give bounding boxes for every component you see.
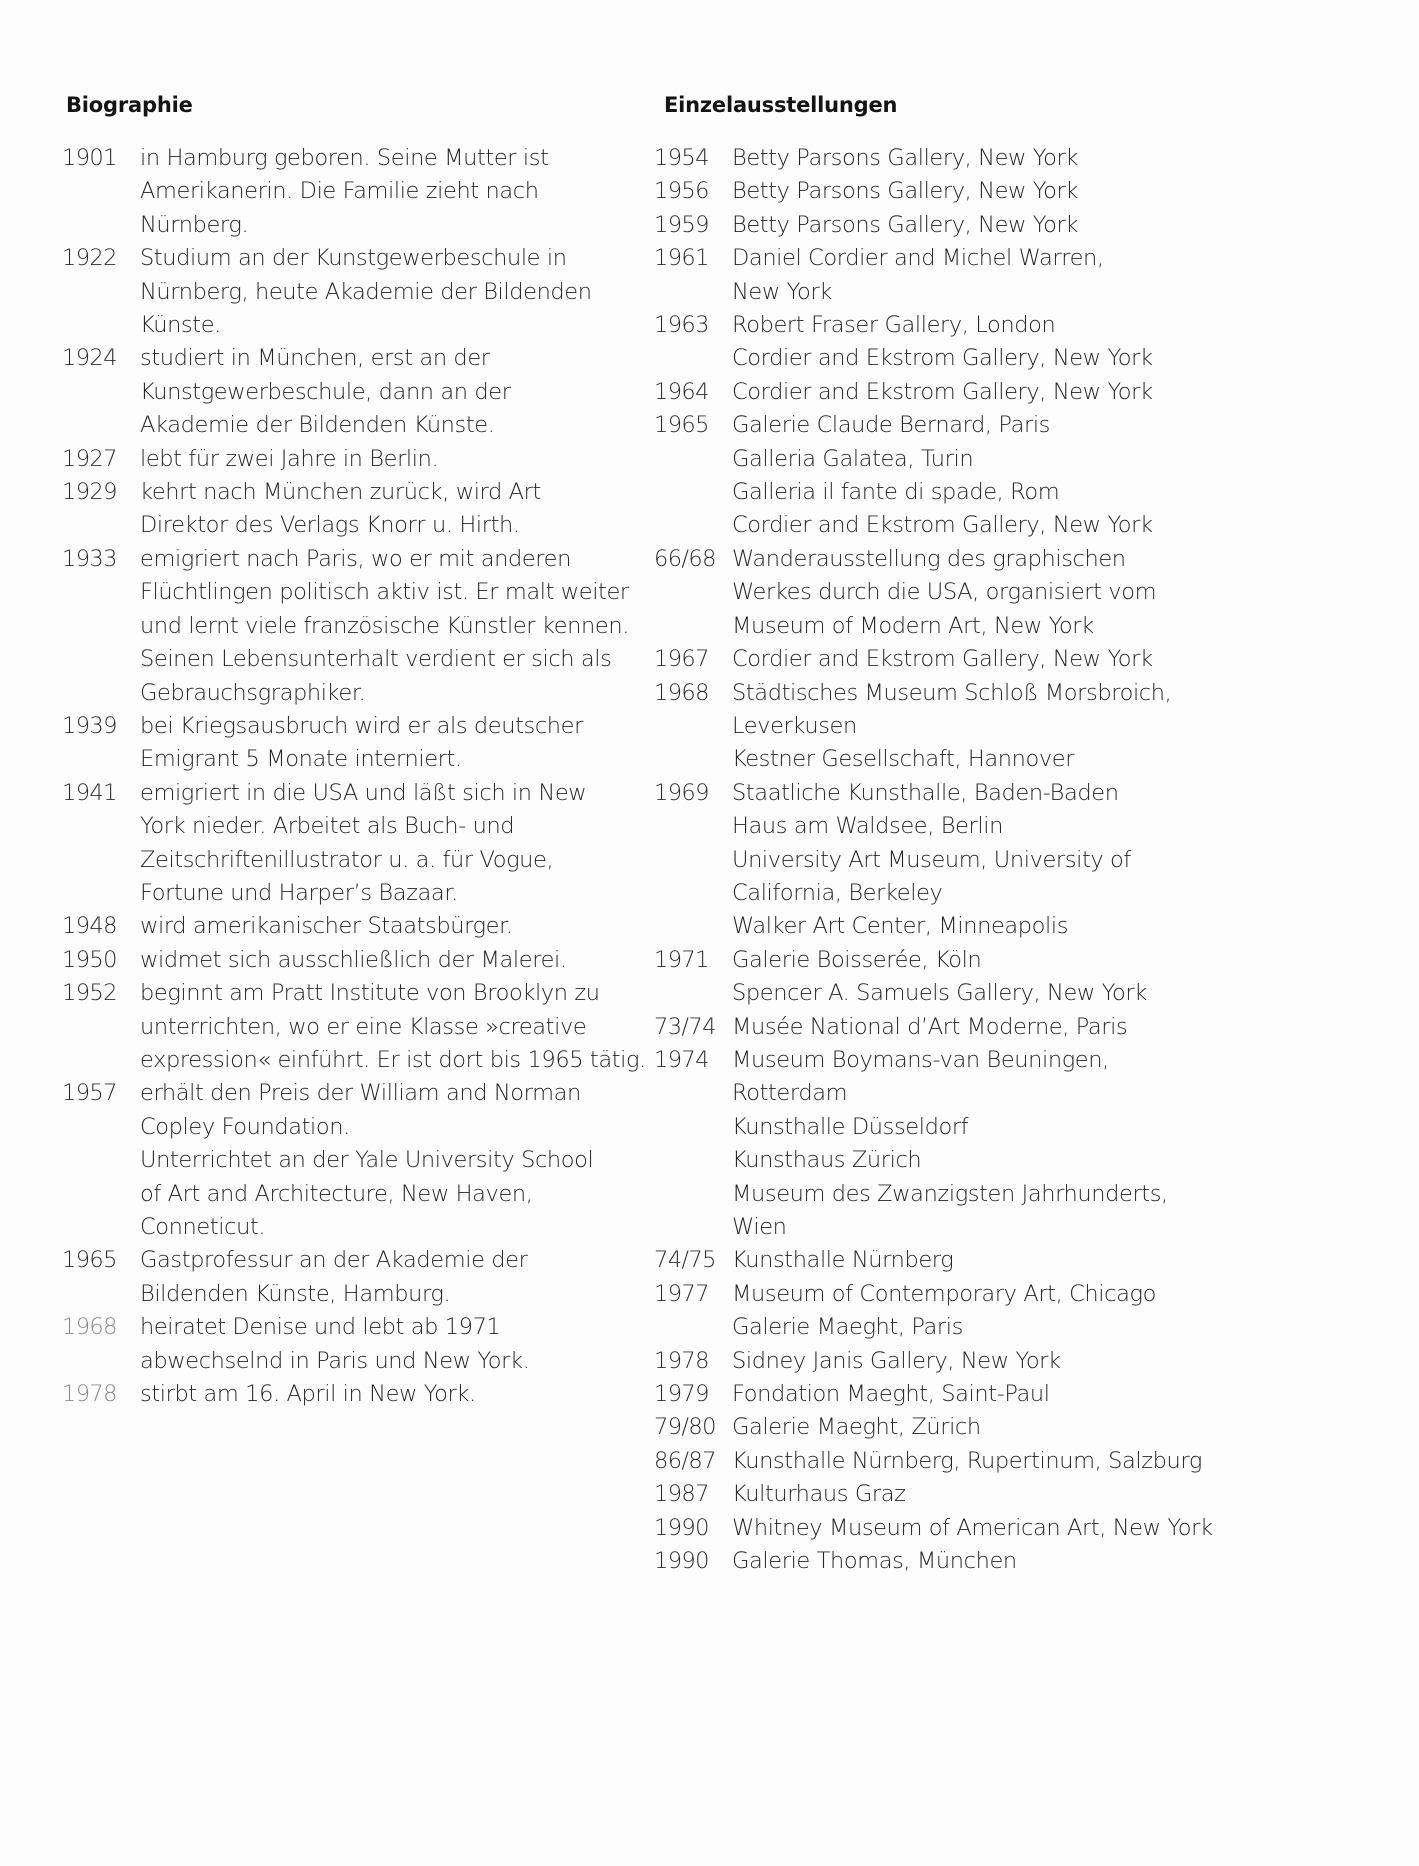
entry-text	[732, 376, 1153, 409]
entry-year: 1933	[62, 545, 117, 572]
entry-year: 1990	[654, 1548, 709, 1575]
entry-text	[140, 777, 586, 911]
entry-line: Galerie Maeght, Zürich	[732, 1414, 981, 1441]
entry-year: 1971	[654, 946, 709, 973]
entry-text	[140, 142, 549, 242]
entry-line: lebt für zwei Jahre in Berlin.	[140, 445, 439, 472]
entry-text	[732, 209, 1078, 242]
entry-line: emigriert in die USA und läßt sich in New	[140, 779, 587, 806]
timeline-entry	[654, 1411, 1213, 1444]
exhibitions-list	[654, 142, 1213, 1578]
entry-line: Fortune und Harper’s Bazaar.	[140, 879, 458, 906]
entry-line: Museum of Modern Art, New York	[732, 612, 1094, 639]
entry-text	[140, 476, 541, 543]
entry-line: Cordier and Ekstrom Gallery, New York	[732, 345, 1153, 372]
entry-line: Betty Parsons Gallery, New York	[732, 178, 1078, 205]
entry-text	[732, 643, 1153, 676]
entry-line: heiratet Denise und lebt ab 1971	[140, 1314, 501, 1341]
entry-year: 1978	[654, 1347, 709, 1374]
entry-line: Walker Art Center, Minneapolis	[732, 913, 1069, 940]
timeline-entry	[654, 1512, 1213, 1545]
entry-line: widmet sich ausschließlich der Malerei.	[140, 946, 567, 973]
entry-line: Staatliche Kunsthalle, Baden-Baden	[732, 779, 1119, 806]
entry-line: Haus am Waldsee, Berlin	[732, 813, 1003, 840]
timeline-entry	[654, 944, 1213, 1011]
entry-year: 1957	[62, 1080, 117, 1107]
entry-line: Nürnberg, heute Akademie der Bildenden	[140, 278, 592, 305]
timeline-entry	[62, 242, 646, 342]
entry-year: 1969	[654, 779, 709, 806]
entry-year: 86/87	[654, 1447, 716, 1474]
entry-text	[140, 1311, 529, 1378]
entry-text	[732, 1411, 981, 1444]
timeline-entry	[62, 476, 646, 543]
entry-line: Kunsthalle Nürnberg	[732, 1247, 954, 1274]
entry-line: Wanderausstellung des graphischen	[732, 545, 1126, 572]
entry-line: erhält den Preis der William and Norman	[140, 1080, 581, 1107]
timeline-entry	[654, 1445, 1213, 1478]
entry-line: Kestner Gesellschaft, Hannover	[732, 746, 1075, 773]
entry-text	[140, 1244, 527, 1311]
entry-text	[732, 1512, 1213, 1545]
entry-text	[732, 409, 1153, 543]
entry-text	[732, 543, 1156, 643]
entry-line: expression« einführt. Er ist dort bis 1965 tätig.	[140, 1046, 646, 1073]
entry-line: of Art and Architecture, New Haven,	[140, 1180, 533, 1207]
entry-year: 1952	[62, 980, 117, 1007]
entry-text	[140, 710, 583, 777]
entry-line: Emigrant 5 Monate interniert.	[140, 746, 462, 773]
entry-text	[140, 1378, 476, 1411]
entry-line: New York	[732, 278, 832, 305]
timeline-entry	[62, 1311, 646, 1378]
entry-line: Museum of Contemporary Art, Chicago	[732, 1280, 1156, 1307]
entry-text	[732, 242, 1104, 309]
entry-year: 1941	[62, 779, 117, 806]
entry-line: Amerikanerin. Die Familie zieht nach	[140, 178, 539, 205]
timeline-entry	[62, 543, 646, 710]
entry-line: und lernt viele französische Künstler kennen.	[140, 612, 629, 639]
entry-line: Städtisches Museum Schloß Morsbroich,	[732, 679, 1172, 706]
entry-line: Kunsthaus Zürich	[732, 1147, 922, 1174]
entry-text	[732, 1345, 1061, 1378]
entry-year: 1939	[62, 712, 117, 739]
entry-line: abwechselnd in Paris und New York.	[140, 1347, 530, 1374]
timeline-entry	[62, 1077, 646, 1244]
entry-text	[140, 1077, 593, 1244]
entry-text	[732, 1044, 1168, 1244]
entry-year: 1968	[654, 679, 709, 706]
entry-year: 1974	[654, 1046, 709, 1073]
timeline-entry	[654, 543, 1213, 643]
entry-text	[732, 777, 1131, 944]
timeline-entry	[654, 677, 1213, 777]
entry-line: stirbt am 16. April in New York.	[140, 1381, 476, 1408]
entry-line: studiert in München, erst an der	[140, 345, 490, 372]
timeline-entry	[654, 175, 1213, 208]
entry-line: Studium an der Kunstgewerbeschule in	[140, 245, 567, 272]
entry-year: 1978	[62, 1381, 117, 1408]
entry-line: Daniel Cordier and Michel Warren,	[732, 245, 1104, 272]
entry-line: bei Kriegsausbruch wird er als deutscher	[140, 712, 583, 739]
entry-line: Fondation Maeght, Saint-Paul	[732, 1381, 1050, 1408]
entry-text	[732, 1278, 1156, 1345]
timeline-entry	[654, 409, 1213, 543]
entry-line: unterrichten, wo er eine Klasse »creative	[140, 1013, 587, 1040]
entry-line: Rotterdam	[732, 1080, 848, 1107]
entry-line: Kunstgewerbeschule, dann an der	[140, 378, 511, 405]
entry-line: Galerie Boisserée, Köln	[732, 946, 982, 973]
entry-year: 1929	[62, 479, 117, 506]
entry-year: 1965	[62, 1247, 117, 1274]
entry-line: Leverkusen	[732, 712, 857, 739]
timeline-entry	[654, 777, 1213, 944]
entry-line: Kulturhaus Graz	[732, 1481, 906, 1508]
entry-text	[140, 443, 438, 476]
entry-line: Werkes durch die USA, organisiert vom	[732, 579, 1157, 606]
entry-line: Cordier and Ekstrom Gallery, New York	[732, 378, 1153, 405]
entry-text	[732, 175, 1078, 208]
entry-line: Robert Fraser Gallery, London	[732, 312, 1056, 339]
entry-line: Galleria Galatea, Turin	[732, 445, 974, 472]
entry-line: Copley Foundation.	[140, 1113, 350, 1140]
entry-line: California, Berkeley	[732, 879, 943, 906]
entry-year: 1924	[62, 345, 117, 372]
entry-line: Kunsthalle Düsseldorf	[732, 1113, 969, 1140]
entry-line: Sidney Janis Gallery, New York	[732, 1347, 1061, 1374]
entry-line: Galleria il fante di spade, Rom	[732, 479, 1060, 506]
timeline-entry	[654, 1545, 1213, 1578]
entry-text	[732, 677, 1171, 777]
entry-line: Betty Parsons Gallery, New York	[732, 145, 1078, 171]
timeline-entry	[62, 1378, 646, 1411]
entry-text	[140, 242, 592, 342]
entry-line: Akademie der Bildenden Künste.	[140, 412, 495, 439]
timeline-entry	[654, 1478, 1213, 1511]
entry-year: 1979	[654, 1381, 709, 1408]
entry-line: in Hamburg geboren. Seine Mutter ist	[140, 145, 549, 171]
entry-year: 1963	[654, 312, 709, 339]
entry-line: York nieder. Arbeitet als Buch- und	[140, 813, 515, 840]
timeline-entry	[62, 944, 646, 977]
entry-line: Cordier and Ekstrom Gallery, New York	[732, 512, 1153, 539]
timeline-entry	[654, 1378, 1213, 1411]
entry-text	[140, 944, 567, 977]
entry-line: Museum des Zwanzigsten Jahrhunderts,	[732, 1180, 1168, 1207]
entry-line: Unterrichtet an der Yale University School	[140, 1147, 594, 1174]
timeline-entry	[654, 1044, 1213, 1244]
timeline-entry	[654, 209, 1213, 242]
entry-text	[732, 1478, 906, 1511]
entry-line: Spencer A. Samuels Gallery, New York	[732, 980, 1147, 1007]
entry-line: Nürnberg.	[140, 211, 249, 238]
timeline-entry	[654, 1278, 1213, 1345]
entry-text	[732, 1011, 1127, 1044]
timeline-entry	[654, 142, 1213, 175]
entry-line: wird amerikanischer Staatsbürger.	[140, 913, 513, 940]
timeline-entry	[62, 977, 646, 1077]
entry-text	[732, 309, 1153, 376]
timeline-entry	[654, 376, 1213, 409]
timeline-entry	[62, 710, 646, 777]
entry-line: Cordier and Ekstrom Gallery, New York	[732, 646, 1153, 673]
entry-text	[140, 910, 513, 943]
entry-line: University Art Museum, University of	[732, 846, 1131, 873]
entry-text	[732, 142, 1078, 175]
entry-text	[732, 1545, 1017, 1578]
entry-year: 1965	[654, 412, 709, 439]
entry-line: Galerie Thomas, München	[732, 1548, 1017, 1575]
entry-year: 74/75	[654, 1247, 716, 1274]
entry-line: Seinen Lebensunterhalt verdient er sich als	[140, 646, 612, 673]
entry-text	[732, 1244, 953, 1277]
timeline-entry	[654, 309, 1213, 376]
entry-year: 1956	[654, 178, 709, 205]
entry-year: 1954	[654, 145, 709, 171]
entry-line: Conneticut.	[140, 1214, 266, 1240]
entry-text	[140, 342, 511, 442]
entry-line: Whitney Museum of American Art, New York	[732, 1514, 1213, 1541]
entry-year: 66/68	[654, 545, 716, 572]
entry-line: Gebrauchsgraphiker.	[140, 679, 366, 706]
timeline-entry	[62, 342, 646, 442]
timeline-entry	[62, 142, 646, 242]
entry-line: Bildenden Künste, Hamburg.	[140, 1280, 451, 1307]
entry-year: 1964	[654, 378, 709, 405]
entry-line: Direktor des Verlags Knorr u. Hirth.	[140, 512, 520, 539]
entry-text	[732, 1378, 1050, 1411]
entry-year: 1990	[654, 1514, 709, 1541]
entry-line: Galerie Maeght, Paris	[732, 1314, 963, 1341]
entry-year: 1927	[62, 445, 117, 472]
entry-line: Gastprofessur an der Akademie der	[140, 1247, 528, 1274]
entry-line: Musée National d’Art Moderne, Paris	[732, 1013, 1128, 1040]
timeline-entry	[654, 643, 1213, 676]
entry-year: 1959	[654, 211, 709, 238]
entry-year: 73/74	[654, 1013, 716, 1040]
timeline-entry	[654, 1244, 1213, 1277]
entry-line: Museum Boymans-van Beuningen,	[732, 1046, 1109, 1073]
entry-year: 1950	[62, 946, 117, 973]
entry-year: 1968	[62, 1314, 117, 1341]
entry-line: Künste.	[140, 312, 221, 339]
entry-line: emigriert nach Paris, wo er mit anderen	[140, 545, 571, 572]
entry-line: Galerie Claude Bernard, Paris	[732, 412, 1050, 439]
entry-line: Wien	[732, 1214, 787, 1240]
entry-text	[732, 944, 1147, 1011]
timeline-entry	[62, 1244, 646, 1311]
biography-list	[62, 142, 646, 1411]
biography-heading: Biographie	[66, 93, 193, 118]
entry-year: 1948	[62, 913, 117, 940]
entry-line: Zeitschriftenillustrator u. a. für Vogue,	[140, 846, 554, 873]
entry-year: 1977	[654, 1280, 709, 1307]
timeline-entry	[62, 777, 646, 911]
timeline-entry	[62, 443, 646, 476]
timeline-entry	[654, 1011, 1213, 1044]
entry-year: 1901	[62, 145, 117, 171]
timeline-entry	[654, 1345, 1213, 1378]
entry-text	[140, 543, 629, 710]
timeline-entry	[654, 242, 1213, 309]
entry-year: 79/80	[654, 1414, 716, 1441]
entry-year: 1922	[62, 245, 117, 272]
entry-line: kehrt nach München zurück, wird Art	[140, 479, 541, 506]
entry-year: 1967	[654, 646, 709, 673]
entry-text	[732, 1445, 1202, 1478]
entry-line: Betty Parsons Gallery, New York	[732, 211, 1078, 238]
exhibitions-heading: Einzelausstellungen	[664, 93, 898, 118]
entry-text	[140, 977, 646, 1077]
entry-year: 1961	[654, 245, 709, 272]
entry-line: Flüchtlingen politisch aktiv ist. Er malt weiter	[140, 579, 629, 606]
entry-line: beginnt am Pratt Institute von Brooklyn zu	[140, 980, 600, 1007]
entry-line: Kunsthalle Nürnberg, Rupertinum, Salzburg	[732, 1447, 1202, 1474]
entry-year: 1987	[654, 1481, 709, 1508]
timeline-entry	[62, 910, 646, 943]
